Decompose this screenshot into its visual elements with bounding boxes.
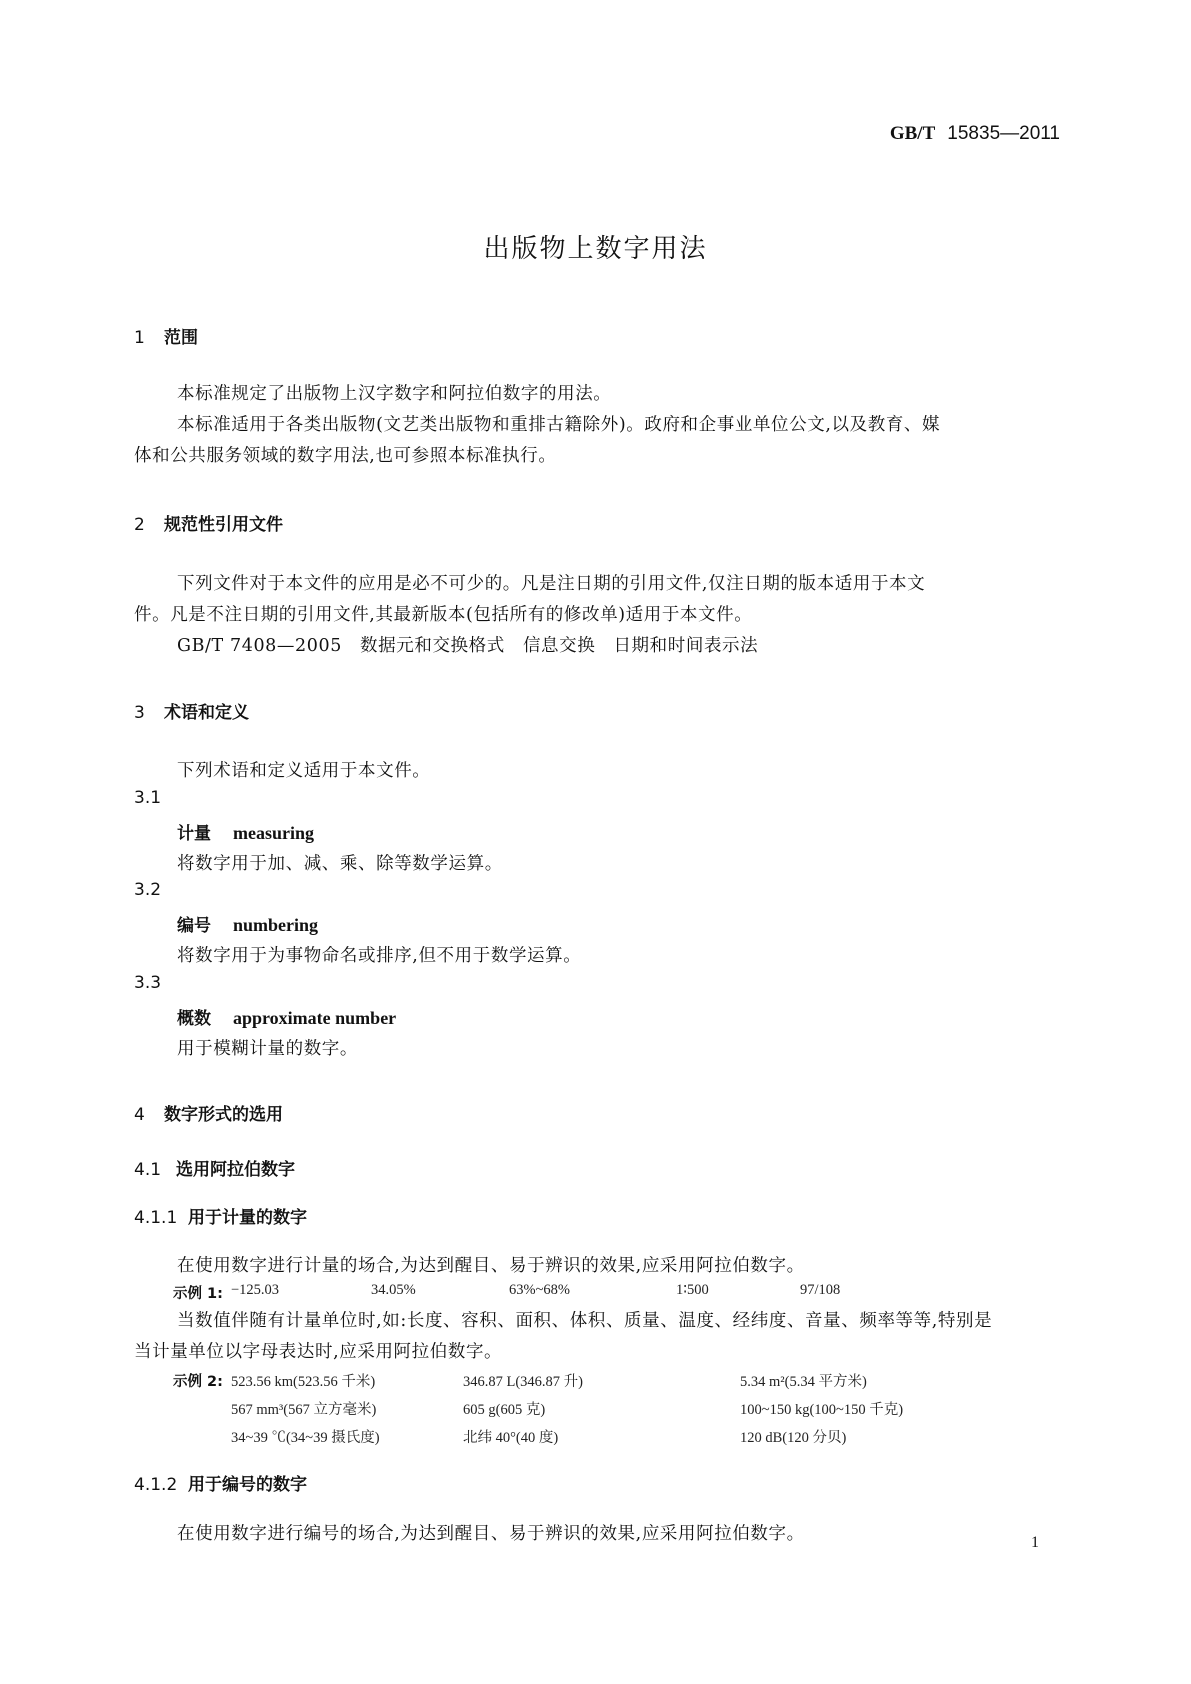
section-4-1-2-heading — [134, 1470, 307, 1495]
example-value: 100~150 kg(100~150 千克) — [740, 1402, 904, 1418]
standard-number: 15835—2011 — [947, 123, 1060, 144]
example-value: 北纬 40°(40 度) — [463, 1430, 559, 1446]
section-number: 4.1.2 — [134, 1475, 178, 1495]
example-value: 120 dB(120 分贝) — [740, 1430, 847, 1446]
paragraph: 当数值伴随有计量单位时,如:长度、容积、面积、体积、质量、温度、经纬度、音量、频率等等,特别是 — [177, 1311, 993, 1331]
paragraph: 下列术语和定义适用于本文件。 — [177, 761, 431, 781]
standard-code — [890, 122, 1060, 145]
section-4-1-heading — [134, 1155, 295, 1180]
term-chinese: 计量 — [177, 824, 211, 844]
term-chinese: 编号 — [177, 916, 211, 936]
section-4-heading — [134, 1100, 283, 1125]
example-value: 567 mm³(567 立方毫米) — [231, 1402, 377, 1418]
standard-prefix: GB/T — [889, 123, 936, 144]
example-value: −125.03 — [231, 1282, 280, 1298]
term-chinese: 概数 — [177, 1009, 211, 1029]
paragraph: 在使用数字进行编号的场合,为达到醒目、易于辨识的效果,应采用阿拉伯数字。 — [177, 1524, 805, 1544]
section-number: 1 — [134, 328, 145, 348]
page-number: 1 — [1031, 1534, 1039, 1551]
term-definition: 将数字用于加、减、乘、除等数学运算。 — [177, 854, 503, 874]
section-number: 4 — [134, 1105, 145, 1125]
section-number: 2 — [134, 515, 145, 535]
term-entry — [177, 1004, 396, 1029]
example-value: 5.34 m²(5.34 平方米) — [740, 1374, 867, 1390]
section-2-heading — [134, 510, 283, 535]
example-value: 34~39 ℃(34~39 摄氏度) — [231, 1430, 380, 1446]
section-1-heading — [134, 323, 198, 348]
term-entry — [177, 911, 318, 936]
term-entry — [177, 819, 314, 844]
section-title: 用于编号的数字 — [188, 1475, 307, 1495]
example-2-label: 示例 2: — [173, 1374, 223, 1390]
example-value: 523.56 km(523.56 千米) — [231, 1374, 376, 1390]
paragraph: 在使用数字进行计量的场合,为达到醒目、易于辨识的效果,应采用阿拉伯数字。 — [177, 1256, 805, 1276]
example-value: 63%~68% — [509, 1282, 571, 1298]
section-number: 4.1 — [134, 1160, 162, 1180]
term-english: measuring — [233, 823, 314, 843]
section-title: 范围 — [164, 328, 198, 348]
normative-reference: GB/T 7408—2005 数据元和交换格式 信息交换 日期和时间表示法 — [177, 636, 759, 656]
section-title: 规范性引用文件 — [164, 515, 283, 535]
term-number: 3.2 — [134, 880, 162, 900]
paragraph-continuation: 体和公共服务领域的数字用法,也可参照本标准执行。 — [134, 446, 557, 466]
example-value: 97/108 — [800, 1282, 841, 1298]
paragraph: 本标准规定了出版物上汉字数字和阿拉伯数字的用法。 — [177, 384, 612, 404]
example-value: 605 g(605 克) — [463, 1402, 546, 1418]
section-number: 4.1.1 — [134, 1208, 178, 1228]
paragraph-continuation: 当计量单位以字母表达时,应采用阿拉伯数字。 — [134, 1342, 503, 1362]
term-english: numbering — [233, 915, 319, 935]
term-number: 3.3 — [134, 973, 162, 993]
document-title: 出版物上数字用法 — [483, 234, 708, 264]
example-value: 34.05% — [371, 1282, 416, 1298]
term-definition: 用于模糊计量的数字。 — [177, 1039, 358, 1059]
example-value: 346.87 L(346.87 升) — [463, 1374, 584, 1390]
term-number: 3.1 — [134, 788, 162, 808]
paragraph: 本标准适用于各类出版物(文艺类出版物和重排古籍除外)。政府和企事业单位公文,以及教育、媒 — [177, 415, 941, 435]
section-title: 术语和定义 — [164, 703, 249, 723]
section-title: 用于计量的数字 — [188, 1208, 307, 1228]
paragraph: 下列文件对于本文件的应用是必不可少的。凡是注日期的引用文件,仅注日期的版本适用于本文 — [177, 574, 926, 594]
example-value: 1∶500 — [676, 1282, 709, 1298]
section-title: 数字形式的选用 — [164, 1105, 283, 1125]
section-3-heading — [134, 698, 249, 723]
paragraph-continuation: 件。凡是不注日期的引用文件,其最新版本(包括所有的修改单)适用于本文件。 — [134, 605, 753, 625]
section-title: 选用阿拉伯数字 — [176, 1160, 295, 1180]
example-1-label: 示例 1: — [173, 1286, 223, 1302]
section-number: 3 — [134, 703, 145, 723]
section-4-1-1-heading — [134, 1203, 307, 1228]
term-english: approximate number — [233, 1008, 397, 1028]
term-definition: 将数字用于为事物命名或排序,但不用于数学运算。 — [177, 946, 582, 966]
